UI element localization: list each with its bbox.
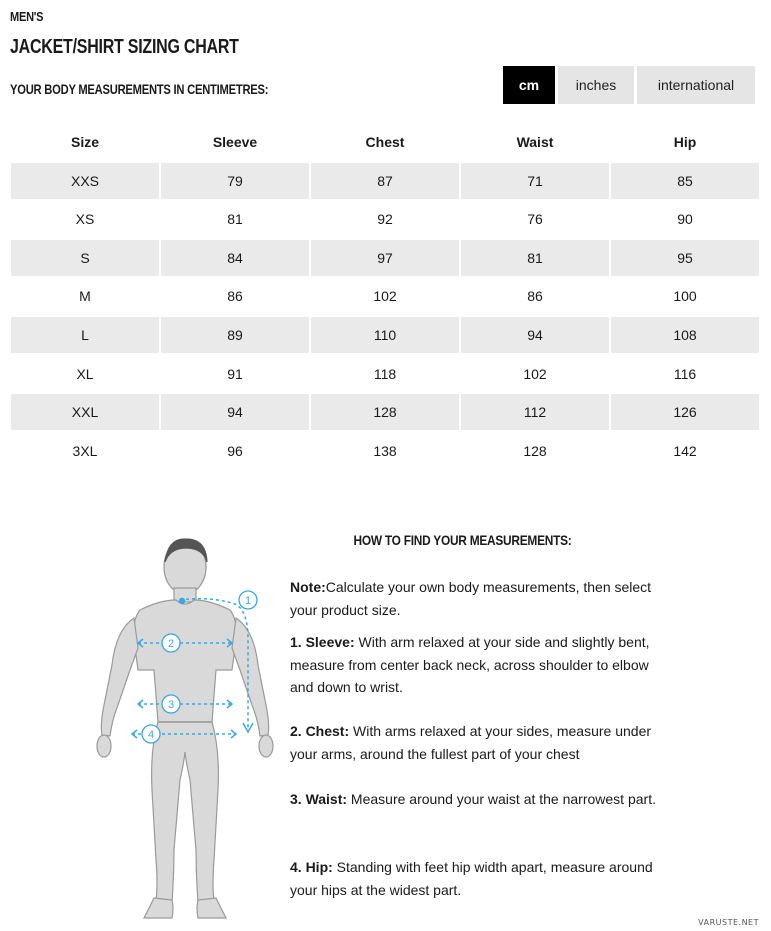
table-row — [11, 356, 759, 392]
table-cell: XL — [76, 365, 94, 382]
table-cell: 81 — [461, 240, 609, 276]
table-cell: 79 — [161, 163, 309, 199]
table-row — [11, 201, 759, 237]
step-label: 2. Chest: — [290, 723, 350, 739]
table-cell: 128 — [311, 394, 459, 430]
figure-left-hand — [97, 735, 111, 757]
howto-step-hip — [290, 856, 660, 901]
table-cell: 110 — [311, 317, 459, 353]
step-text: With arms relaxed at your sides, measure under your arms, around the fullest part of your chest — [290, 723, 652, 762]
table-cell: 86 — [527, 288, 543, 305]
howto-note — [290, 576, 660, 621]
table-row — [11, 240, 759, 276]
body-measurement-figure — [90, 530, 280, 925]
table-cell: 90 — [677, 211, 693, 228]
figure-left-arm — [101, 618, 138, 736]
table-cell: 96 — [227, 442, 243, 459]
table-header-cell: Hip — [673, 134, 697, 150]
step-label: 3. Waist: — [290, 791, 348, 807]
unit-cm-button[interactable]: cm — [503, 66, 555, 104]
howto-step-chest — [290, 720, 660, 765]
marker-4-label: 4 — [147, 729, 155, 741]
table-cell: L — [11, 317, 159, 353]
step-text: Standing with feet hip width apart, measure around your hips at the widest part. — [290, 859, 653, 898]
table-cell: 102 — [373, 288, 397, 305]
table-cell: 86 — [227, 288, 243, 305]
table-cell: S — [11, 240, 159, 276]
howto-title: HOW TO FIND YOUR MEASUREMENTS: — [353, 532, 572, 548]
marker-1-label: 1 — [244, 595, 252, 607]
page-kicker: MEN'S — [10, 9, 44, 24]
table-cell: 112 — [461, 394, 609, 430]
table-cell: 81 — [227, 211, 243, 228]
howto-step-waist — [290, 788, 660, 811]
marker-3-label: 3 — [167, 699, 175, 711]
table-cell: 118 — [373, 365, 397, 382]
table-cell: 102 — [523, 365, 547, 382]
watermark: VARUSTE.NET — [698, 918, 759, 927]
table-row — [11, 317, 759, 353]
table-header-cell: Chest — [365, 134, 405, 150]
unit-international-button[interactable]: international — [637, 66, 755, 104]
step-text: With arm relaxed at your side and slightly bent, measure from center back neck, across shoulder to elbow and down to wrist. — [290, 634, 650, 695]
table-cell: XXL — [11, 394, 159, 430]
page-title: JACKET/SHIRT SIZING CHART — [10, 36, 239, 58]
size-table — [11, 124, 759, 471]
table-cell: 116 — [673, 365, 697, 382]
table-cell: M — [79, 288, 91, 305]
table-cell: 92 — [377, 211, 393, 228]
table-cell: 138 — [373, 442, 397, 459]
table-cell: 76 — [527, 211, 543, 228]
table-header-cell: Sleeve — [212, 134, 258, 150]
step-label: 4. Hip: — [290, 859, 333, 875]
table-row — [11, 163, 759, 199]
table-row — [11, 394, 759, 430]
table-cell: 95 — [611, 240, 759, 276]
figure-left-foot — [144, 898, 173, 918]
figure-right-arm — [232, 618, 269, 736]
table-cell: 100 — [673, 288, 697, 305]
unit-toggle — [503, 66, 755, 104]
table-cell: 89 — [161, 317, 309, 353]
table-header-cell: Size — [70, 134, 99, 150]
table-header-cell: Waist — [516, 134, 554, 150]
table-cell: 142 — [673, 442, 697, 459]
step-text: Measure around your waist at the narrowest part. — [347, 791, 656, 807]
table-cell: 94 — [461, 317, 609, 353]
marker-2-label: 2 — [167, 638, 175, 650]
page-subtitle: YOUR BODY MEASUREMENTS IN CENTIMETRES: — [10, 81, 269, 97]
note-label: Note: — [290, 579, 326, 595]
table-cell: 126 — [611, 394, 759, 430]
table-cell: 84 — [161, 240, 309, 276]
table-cell: 128 — [523, 442, 547, 459]
table-row — [11, 433, 759, 469]
note-text: Calculate your own body measurements, then select your product size. — [290, 579, 652, 618]
figure-right-foot — [197, 898, 226, 918]
howto-step-sleeve — [290, 631, 660, 699]
figure-torso — [134, 600, 237, 722]
table-cell: 94 — [161, 394, 309, 430]
table-cell: 3XL — [72, 442, 98, 459]
table-row — [11, 278, 759, 314]
table-cell: 71 — [461, 163, 609, 199]
figure-right-hand — [259, 735, 273, 757]
table-header-row — [11, 124, 759, 160]
table-cell: 97 — [311, 240, 459, 276]
figure-legs — [152, 722, 219, 902]
table-cell: XXS — [11, 163, 159, 199]
table-cell: XS — [75, 211, 95, 228]
table-cell: 85 — [611, 163, 759, 199]
step-label: 1. Sleeve: — [290, 634, 355, 650]
table-cell: 108 — [611, 317, 759, 353]
table-cell: 91 — [227, 365, 243, 382]
unit-inches-button[interactable]: inches — [558, 66, 634, 104]
table-cell: 87 — [311, 163, 459, 199]
